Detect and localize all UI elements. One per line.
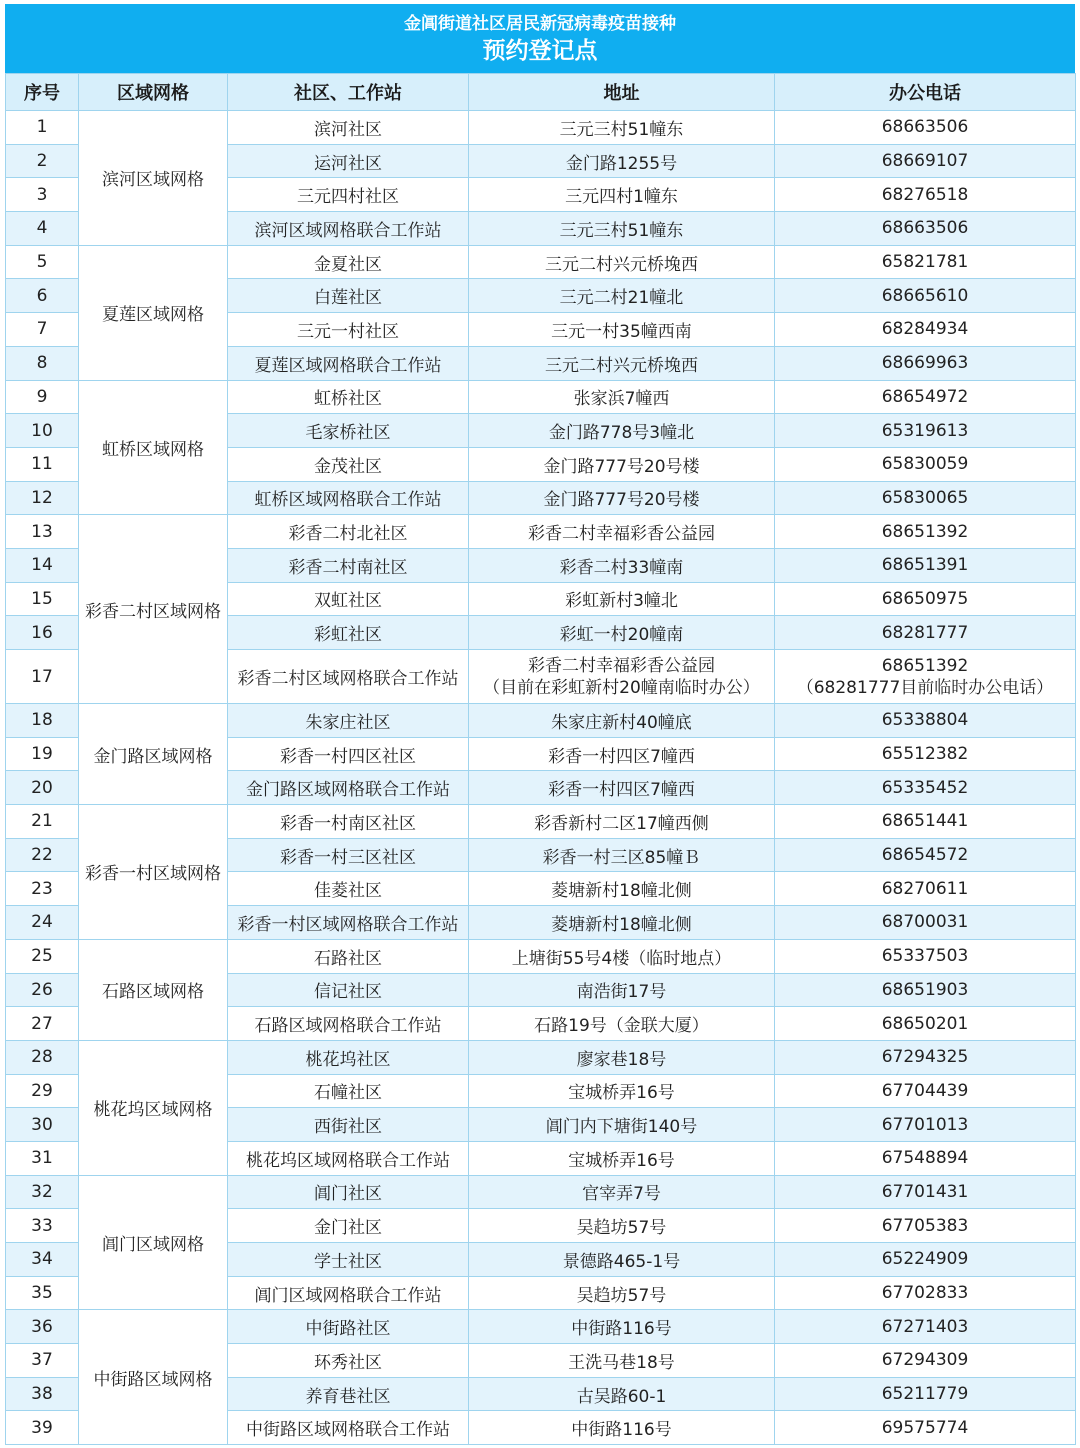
region-cell: 中街路区域网格 <box>79 1310 228 1445</box>
row-number: 38 <box>6 1377 79 1411</box>
address-cell: 石路19号（金联大厦） <box>469 1007 775 1041</box>
row-number: 10 <box>6 414 79 448</box>
row-number: 23 <box>6 872 79 906</box>
community-cell: 双虹社区 <box>228 582 469 616</box>
address-cell: 宝城桥弄16号 <box>469 1141 775 1175</box>
row-number: 33 <box>6 1209 79 1243</box>
address-cell: 三元三村51幢东 <box>469 212 775 246</box>
phone-cell: 68281777 <box>775 616 1076 650</box>
phone-cell: 68700031 <box>775 906 1076 940</box>
phone-cell: 68654972 <box>775 380 1076 414</box>
phone-cell: 65211779 <box>775 1377 1076 1411</box>
address-cell <box>469 650 775 704</box>
phone-cell: 68651903 <box>775 973 1076 1007</box>
phone-cell: 68669963 <box>775 346 1076 380</box>
table-row <box>6 805 1076 839</box>
phone-cell: 69575774 <box>775 1411 1076 1445</box>
region-cell: 桃花坞区域网格 <box>79 1040 228 1175</box>
column-header-region: 区域网格 <box>79 74 228 111</box>
community-cell: 西街社区 <box>228 1108 469 1142</box>
row-number: 6 <box>6 279 79 313</box>
column-header-community: 社区、工作站 <box>228 74 469 111</box>
community-cell: 石路社区 <box>228 939 469 973</box>
phone-cell: 65319613 <box>775 414 1076 448</box>
community-cell: 滨河社区 <box>228 111 469 145</box>
row-number: 17 <box>6 650 79 704</box>
region-cell: 彩香一村区域网格 <box>79 805 228 940</box>
community-cell: 运河社区 <box>228 144 469 178</box>
address-cell: 彩香一村三区85幢Ｂ <box>469 838 775 872</box>
address-note: （目前在彩虹新村20幢南临时办公） <box>483 677 760 698</box>
phone-cell: 68665610 <box>775 279 1076 313</box>
column-header-address: 地址 <box>469 74 775 111</box>
row-number: 12 <box>6 481 79 515</box>
community-cell: 佳菱社区 <box>228 872 469 906</box>
row-number: 34 <box>6 1243 79 1277</box>
address-cell: 南浩街17号 <box>469 973 775 1007</box>
community-cell: 彩香二村区域网格联合工作站 <box>228 650 469 704</box>
row-number: 19 <box>6 737 79 771</box>
phone-cell: 67701013 <box>775 1108 1076 1142</box>
address-cell: 金门路778号3幢北 <box>469 414 775 448</box>
phone-cell: 67294325 <box>775 1040 1076 1074</box>
community-cell: 夏莲区域网格联合工作站 <box>228 346 469 380</box>
community-cell: 彩香一村南区社区 <box>228 805 469 839</box>
row-number: 8 <box>6 346 79 380</box>
address-cell: 三元三村51幢东 <box>469 111 775 145</box>
row-number: 15 <box>6 582 79 616</box>
row-number: 26 <box>6 973 79 1007</box>
community-cell: 彩香一村四区社区 <box>228 737 469 771</box>
phone-cell <box>775 650 1076 704</box>
row-number: 16 <box>6 616 79 650</box>
address-cell: 古吴路60-1 <box>469 1377 775 1411</box>
community-cell: 朱家庄社区 <box>228 704 469 738</box>
row-number: 28 <box>6 1040 79 1074</box>
table-row <box>6 1310 1076 1344</box>
community-cell: 阊门社区 <box>228 1175 469 1209</box>
row-number: 4 <box>6 212 79 246</box>
row-number: 9 <box>6 380 79 414</box>
address-cell: 廖家巷18号 <box>469 1040 775 1074</box>
table-row <box>6 704 1076 738</box>
address-cell: 官宰弄7号 <box>469 1175 775 1209</box>
table-row <box>6 1175 1076 1209</box>
phone-cell: 67271403 <box>775 1310 1076 1344</box>
column-header-phone: 办公电话 <box>775 74 1076 111</box>
table-row <box>6 111 1076 145</box>
region-cell: 金门路区域网格 <box>79 704 228 805</box>
phone-cell: 65830065 <box>775 481 1076 515</box>
community-cell: 三元一村社区 <box>228 313 469 347</box>
community-cell: 彩香一村三区社区 <box>228 838 469 872</box>
row-number: 37 <box>6 1344 79 1378</box>
region-cell: 虹桥区域网格 <box>79 380 228 515</box>
phone-cell: 68663506 <box>775 212 1076 246</box>
row-number: 36 <box>6 1310 79 1344</box>
row-number: 5 <box>6 245 79 279</box>
address-cell: 吴趋坊57号 <box>469 1276 775 1310</box>
address-cell: 彩香二村幸福彩香公益园 <box>469 515 775 549</box>
phone-cell: 68669107 <box>775 144 1076 178</box>
table-row <box>6 1040 1076 1074</box>
address-cell: 菱塘新村18幢北侧 <box>469 906 775 940</box>
address-cell: 三元四村1幢东 <box>469 178 775 212</box>
phone-cell: 67704439 <box>775 1074 1076 1108</box>
address-cell: 金门路777号20号楼 <box>469 447 775 481</box>
community-cell: 环秀社区 <box>228 1344 469 1378</box>
row-number: 14 <box>6 548 79 582</box>
row-number: 2 <box>6 144 79 178</box>
community-cell: 中街路社区 <box>228 1310 469 1344</box>
row-number: 13 <box>6 515 79 549</box>
row-number: 30 <box>6 1108 79 1142</box>
phone-cell: 68651392 <box>775 515 1076 549</box>
phone-cell: 68651391 <box>775 548 1076 582</box>
community-cell: 彩香二村北社区 <box>228 515 469 549</box>
row-number: 32 <box>6 1175 79 1209</box>
phone-cell: 65337503 <box>775 939 1076 973</box>
community-cell: 石幢社区 <box>228 1074 469 1108</box>
address-cell: 中街路116号 <box>469 1310 775 1344</box>
address-cell: 阊门内下塘街140号 <box>469 1108 775 1142</box>
row-number: 3 <box>6 178 79 212</box>
address-cell: 彩香一村四区7幢西 <box>469 737 775 771</box>
phone-cell: 67701431 <box>775 1175 1076 1209</box>
address-cell: 上塘街55号4楼（临时地点） <box>469 939 775 973</box>
address-cell: 彩虹新村3幢北 <box>469 582 775 616</box>
address-cell: 朱家庄新村40幢底 <box>469 704 775 738</box>
community-cell: 学士社区 <box>228 1243 469 1277</box>
phone-main: 68651392 <box>881 655 969 676</box>
phone-cell: 65224909 <box>775 1243 1076 1277</box>
community-cell: 中街路区域网格联合工作站 <box>228 1411 469 1445</box>
registration-table-sheet <box>5 4 1075 1445</box>
row-number: 35 <box>6 1276 79 1310</box>
address-cell: 三元二村兴元桥堍西 <box>469 346 775 380</box>
table-row <box>6 245 1076 279</box>
phone-cell: 67548894 <box>775 1141 1076 1175</box>
address-cell: 彩香二村33幢南 <box>469 548 775 582</box>
community-cell: 桃花坞社区 <box>228 1040 469 1074</box>
title-banner <box>5 4 1075 73</box>
phone-cell: 67705383 <box>775 1209 1076 1243</box>
table-body <box>6 111 1076 1445</box>
region-cell: 彩香二村区域网格 <box>79 515 228 704</box>
community-cell: 石路区域网格联合工作站 <box>228 1007 469 1041</box>
address-cell: 三元二村21幢北 <box>469 279 775 313</box>
row-number: 22 <box>6 838 79 872</box>
row-number: 27 <box>6 1007 79 1041</box>
address-cell: 吴趋坊57号 <box>469 1209 775 1243</box>
phone-cell: 68654572 <box>775 838 1076 872</box>
community-cell: 金夏社区 <box>228 245 469 279</box>
row-number: 25 <box>6 939 79 973</box>
community-cell: 彩香二村南社区 <box>228 548 469 582</box>
community-cell: 信记社区 <box>228 973 469 1007</box>
title-line-2: 预约登记点 <box>482 37 598 64</box>
phone-cell: 68284934 <box>775 313 1076 347</box>
community-cell: 彩香一村区域网格联合工作站 <box>228 906 469 940</box>
region-cell: 滨河区域网格 <box>79 111 228 246</box>
community-cell: 滨河区域网格联合工作站 <box>228 212 469 246</box>
row-number: 20 <box>6 771 79 805</box>
phone-cell: 65830059 <box>775 447 1076 481</box>
row-number: 18 <box>6 704 79 738</box>
address-cell: 金门路777号20号楼 <box>469 481 775 515</box>
region-cell: 石路区域网格 <box>79 939 228 1040</box>
row-number: 21 <box>6 805 79 839</box>
address-cell: 王洗马巷18号 <box>469 1344 775 1378</box>
address-cell: 菱塘新村18幢北侧 <box>469 872 775 906</box>
community-cell: 桃花坞区域网格联合工作站 <box>228 1141 469 1175</box>
title-line-1: 金阊街道社区居民新冠病毒疫苗接种 <box>404 13 676 34</box>
row-number: 29 <box>6 1074 79 1108</box>
row-number: 1 <box>6 111 79 145</box>
phone-cell: 67702833 <box>775 1276 1076 1310</box>
row-number: 11 <box>6 447 79 481</box>
address-cell: 彩香一村四区7幢西 <box>469 771 775 805</box>
phone-cell: 68651441 <box>775 805 1076 839</box>
row-number: 7 <box>6 313 79 347</box>
row-number: 31 <box>6 1141 79 1175</box>
community-cell: 虹桥社区 <box>228 380 469 414</box>
phone-cell: 67294309 <box>775 1344 1076 1378</box>
phone-note: （68281777目前临时办公电话） <box>796 677 1054 698</box>
address-cell: 张家浜7幢西 <box>469 380 775 414</box>
row-number: 24 <box>6 906 79 940</box>
address-cell: 景德路465-1号 <box>469 1243 775 1277</box>
phone-cell: 65338804 <box>775 704 1076 738</box>
phone-cell: 65821781 <box>775 245 1076 279</box>
column-header-no: 序号 <box>6 74 79 111</box>
region-cell: 阊门区域网格 <box>79 1175 228 1310</box>
community-cell: 金茂社区 <box>228 447 469 481</box>
phone-cell: 68650975 <box>775 582 1076 616</box>
table-row <box>6 515 1076 549</box>
address-cell: 宝城桥弄16号 <box>469 1074 775 1108</box>
community-cell: 金门路区域网格联合工作站 <box>228 771 469 805</box>
address-cell: 中街路116号 <box>469 1411 775 1445</box>
table-row <box>6 380 1076 414</box>
address-cell: 彩香新村二区17幢西侧 <box>469 805 775 839</box>
community-cell: 三元四村社区 <box>228 178 469 212</box>
region-cell: 夏莲区域网格 <box>79 245 228 380</box>
registration-table <box>5 73 1076 1445</box>
community-cell: 阊门区域网格联合工作站 <box>228 1276 469 1310</box>
address-main: 彩香二村幸福彩香公益园 <box>528 655 715 676</box>
address-cell: 三元二村兴元桥堍西 <box>469 245 775 279</box>
phone-cell: 65335452 <box>775 771 1076 805</box>
phone-cell: 68270611 <box>775 872 1076 906</box>
phone-cell: 65512382 <box>775 737 1076 771</box>
row-number: 39 <box>6 1411 79 1445</box>
community-cell: 养育巷社区 <box>228 1377 469 1411</box>
table-header-row <box>6 74 1076 111</box>
address-cell: 金门路1255号 <box>469 144 775 178</box>
address-cell: 彩虹一村20幢南 <box>469 616 775 650</box>
phone-cell: 68276518 <box>775 178 1076 212</box>
address-cell: 三元一村35幢西南 <box>469 313 775 347</box>
community-cell: 金门社区 <box>228 1209 469 1243</box>
phone-cell: 68663506 <box>775 111 1076 145</box>
community-cell: 白莲社区 <box>228 279 469 313</box>
community-cell: 彩虹社区 <box>228 616 469 650</box>
community-cell: 虹桥区域网格联合工作站 <box>228 481 469 515</box>
table-row <box>6 939 1076 973</box>
phone-cell: 68650201 <box>775 1007 1076 1041</box>
community-cell: 毛家桥社区 <box>228 414 469 448</box>
